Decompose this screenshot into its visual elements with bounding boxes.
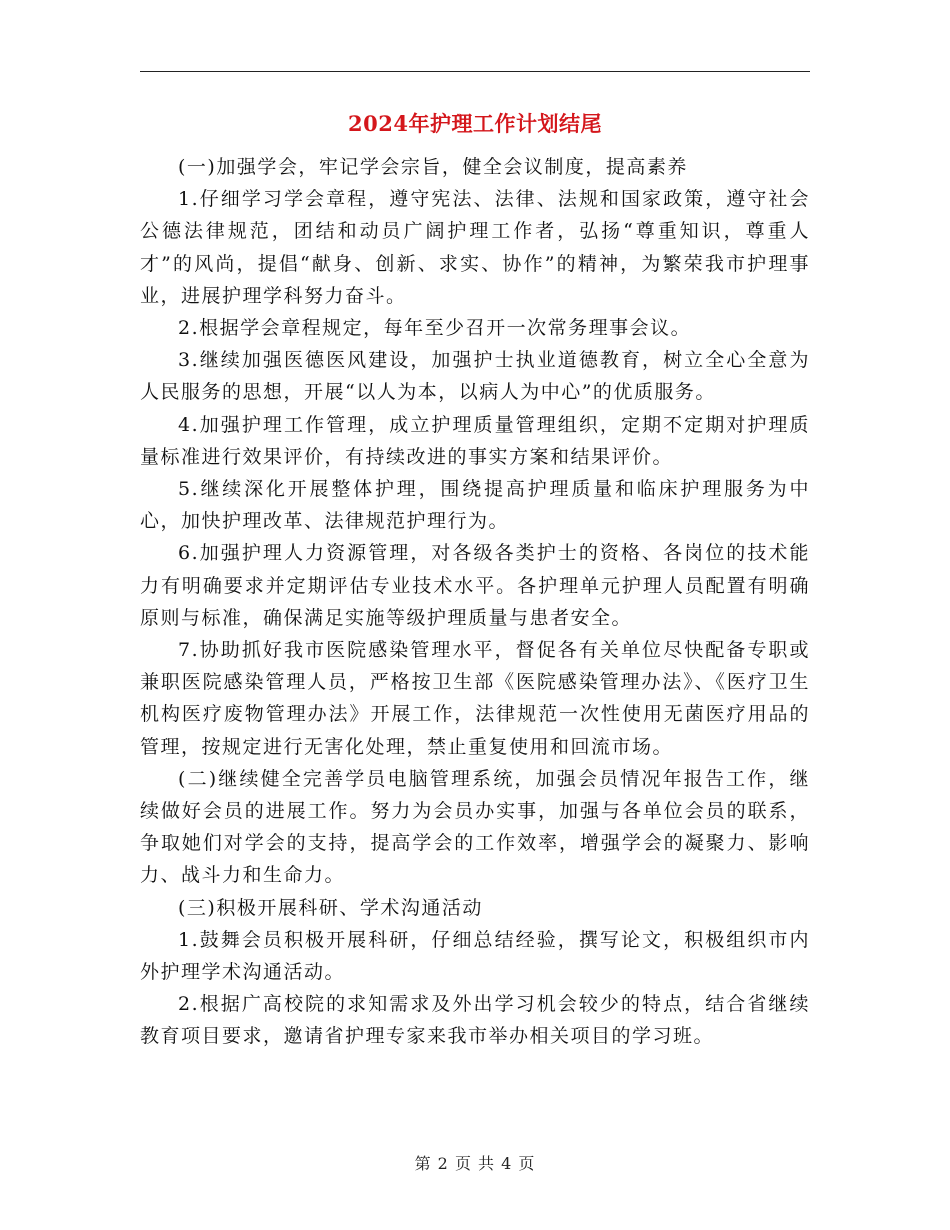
paragraph-item-1-7: 7.协助抓好我市医院感染管理水平，督促各有关单位尽快配备专职或兼职医院感染管理人员，严格按卫生部《医院感染管理办法》、《医疗卫生机构医疗废物管理办法》开展工作，法律规范一次性使用无菌医疗用品的管理，按规定进行无害化处理，禁止重复使用和回流市场。 bbox=[140, 639, 810, 758]
paragraph-section-3-heading: (三)积极开展科研、学术沟通活动 bbox=[178, 896, 483, 919]
paragraph-item-1-5: 5.继续深化开展整体护理，围绕提高护理质量和临床护理服务为中心，加快护理改革、法律规范护理行为。 bbox=[140, 478, 810, 533]
header-rule bbox=[140, 71, 810, 72]
document-body bbox=[140, 151, 810, 1053]
page-footer: 第 2 页 共 4 页 bbox=[414, 1154, 536, 1173]
paragraph-item-1-2: 2.根据学会章程规定，每年至少召开一次常务理事会议。 bbox=[178, 317, 692, 340]
paragraph-item-1-1: 1.仔细学习学会章程，遵守宪法、法律、法规和国家政策，遵守社会公德法律规范，团结和动员广阔护理工作者，弘扬“尊重知识，尊重人才”的风尚，提倡“献身、创新、求实、协作”的精神，为繁荣我市护理事业，进展护理学科努力奋斗。 bbox=[140, 188, 810, 307]
paragraph-item-3-2: 2.根据广高校院的求知需求及外出学习机会较少的特点，结合省继续教育项目要求，邀请省护理专家来我市举办相关项目的学习班。 bbox=[140, 993, 810, 1048]
paragraph-item-3-1: 1.鼓舞会员积极开展科研，仔细总结经验，撰写论文，积极组织市内外护理学术沟通活动。 bbox=[140, 928, 810, 984]
paragraph-section-2: (二)继续健全完善学员电脑管理系统，加强会员情况年报告工作，继续做好会员的进展工作。努力为会员办实事，加强与各单位会员的联系，争取她们对学会的支持，提高学会的工作效率，增强学会的凝聚力、影响力、战斗力和生命力。 bbox=[140, 767, 810, 887]
paragraph-item-1-6: 6.加强护理人力资源管理，对各级各类护士的资格、各岗位的技术能力有明确要求并定期评估专业技术水平。各护理单元护理人员配置有明确原则与标准，确保满足实施等级护理质量与患者安全。 bbox=[140, 542, 810, 629]
paragraph-section-1-heading: (一)加强学会，牢记学会宗旨，健全会议制度，提高素养 bbox=[178, 156, 688, 178]
paragraph-item-1-3: 3.继续加强医德医风建设，加强护士执业道德教育，树立全心全意为人民服务的思想，开展“以人为本，以病人为中心”的优质服务。 bbox=[140, 349, 810, 404]
document-title: 2024年护理工作计划结尾 bbox=[348, 111, 602, 136]
paragraph-item-1-4: 4.加强护理工作管理，成立护理质量管理组织，定期不定期对护理质量标准进行效果评价，有持续改进的事实方案和结果评价。 bbox=[140, 413, 810, 468]
